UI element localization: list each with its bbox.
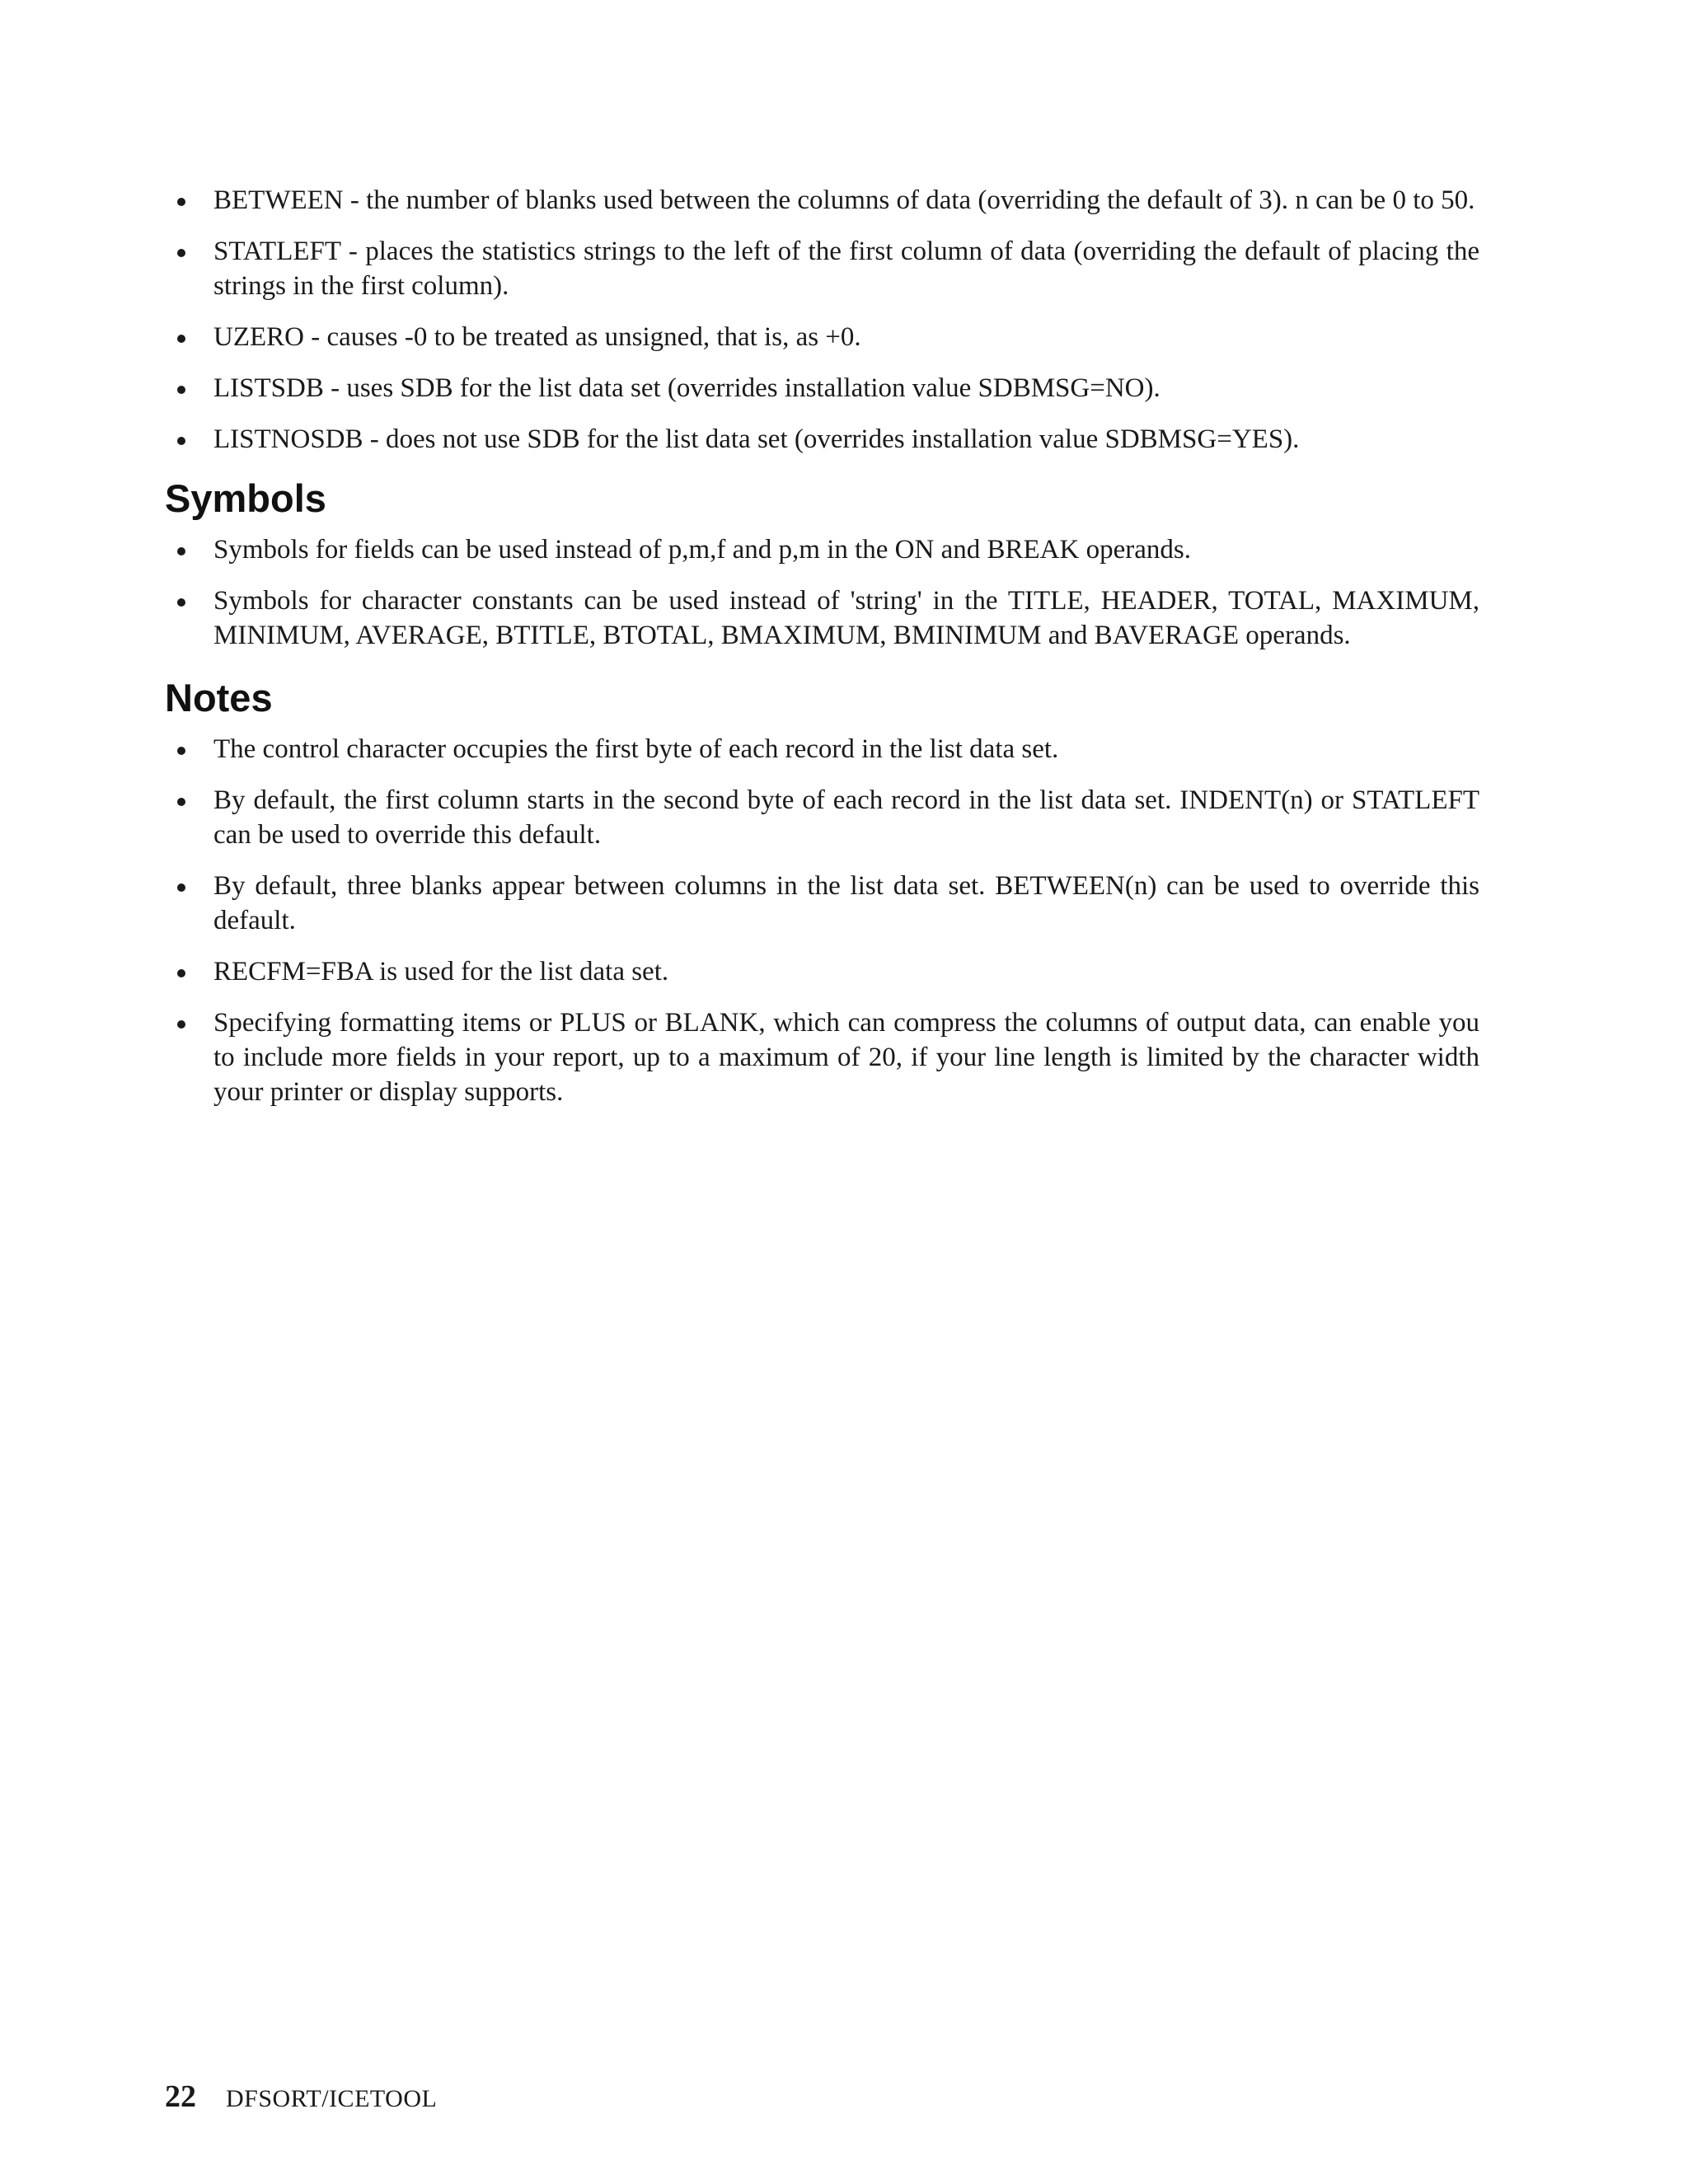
list-item: [165, 183, 1479, 218]
list-item: [165, 532, 1479, 567]
page-number: 22: [165, 2079, 196, 2114]
list-item: [165, 1005, 1479, 1109]
page-footer: [165, 2079, 437, 2115]
list-item-text: By default, the first column starts in the second byte of each record in the list data set. INDENT(n) or STATLEFT can be used to override this default.: [213, 785, 1479, 850]
book-title: DFSORT/ICETOOL: [226, 2085, 438, 2112]
bullet-icon: [177, 598, 185, 607]
notes-heading: Notes: [165, 676, 273, 719]
symbols-list: [165, 532, 1479, 653]
operand-list: [165, 183, 1479, 457]
bullet-icon: [177, 1020, 185, 1029]
bullet-icon: [177, 798, 185, 806]
bullet-icon: [177, 437, 185, 445]
list-item-text: UZERO - causes -0 to be treated as unsigned, that is, as +0.: [213, 322, 861, 352]
bullet-icon: [177, 249, 185, 257]
list-item: [165, 732, 1479, 766]
list-item-text: LISTNOSDB - does not use SDB for the list data set (overrides installation value SDBMSG=YES).: [213, 424, 1300, 454]
list-item: [165, 783, 1479, 852]
bullet-icon: [177, 386, 185, 394]
bullet-icon: [177, 969, 185, 977]
list-item-text: STATLEFT - places the statistics strings to the left of the first column of data (overriding the default of placing the strings in the first column).: [213, 237, 1479, 301]
list-item-text: LISTSDB - uses SDB for the list data set (overrides installation value SDBMSG=NO).: [213, 373, 1160, 403]
bullet-icon: [177, 547, 185, 555]
list-item-text: BETWEEN - the number of blanks used between the columns of data (overriding the default of 3). n can be 0 to 50.: [213, 185, 1475, 215]
list-item: [165, 234, 1479, 303]
list-item-text: The control character occupies the first byte of each record in the list data set.: [213, 734, 1059, 764]
list-item: [165, 954, 1479, 989]
list-item-text: Symbols for character constants can be used instead of 'string' in the TITLE, HEADER, TOTAL, MAXIMUM, MINIMUM, AVERAGE, BTITLE, BTOTAL, BMAXIMUM, BMINIMUM and BAVERAGE operands.: [213, 586, 1479, 650]
list-item: [165, 583, 1479, 653]
list-item: [165, 320, 1479, 354]
page-content: [165, 183, 1479, 1126]
list-item-text: Specifying formatting items or PLUS or BLANK, which can compress the columns of output data, can enable you to include more fields in your report, up to a maximum of 20, if your line length is limited by the character width your printer or display supports.: [213, 1008, 1479, 1107]
list-item: [165, 869, 1479, 938]
notes-list: [165, 732, 1479, 1109]
list-item-text: Symbols for fields can be used instead of p,m,f and p,m in the ON and BREAK operands.: [213, 535, 1191, 565]
list-item-text: By default, three blanks appear between columns in the list data set. BETWEEN(n) can be used to override this default.: [213, 871, 1479, 935]
list-item: [165, 371, 1479, 405]
bullet-icon: [177, 747, 185, 755]
bullet-icon: [177, 335, 185, 343]
symbols-heading: Symbols: [165, 476, 326, 520]
bullet-icon: [177, 883, 185, 892]
bullet-icon: [177, 198, 185, 206]
list-item: [165, 422, 1479, 457]
list-item-text: RECFM=FBA is used for the list data set.: [213, 957, 669, 987]
